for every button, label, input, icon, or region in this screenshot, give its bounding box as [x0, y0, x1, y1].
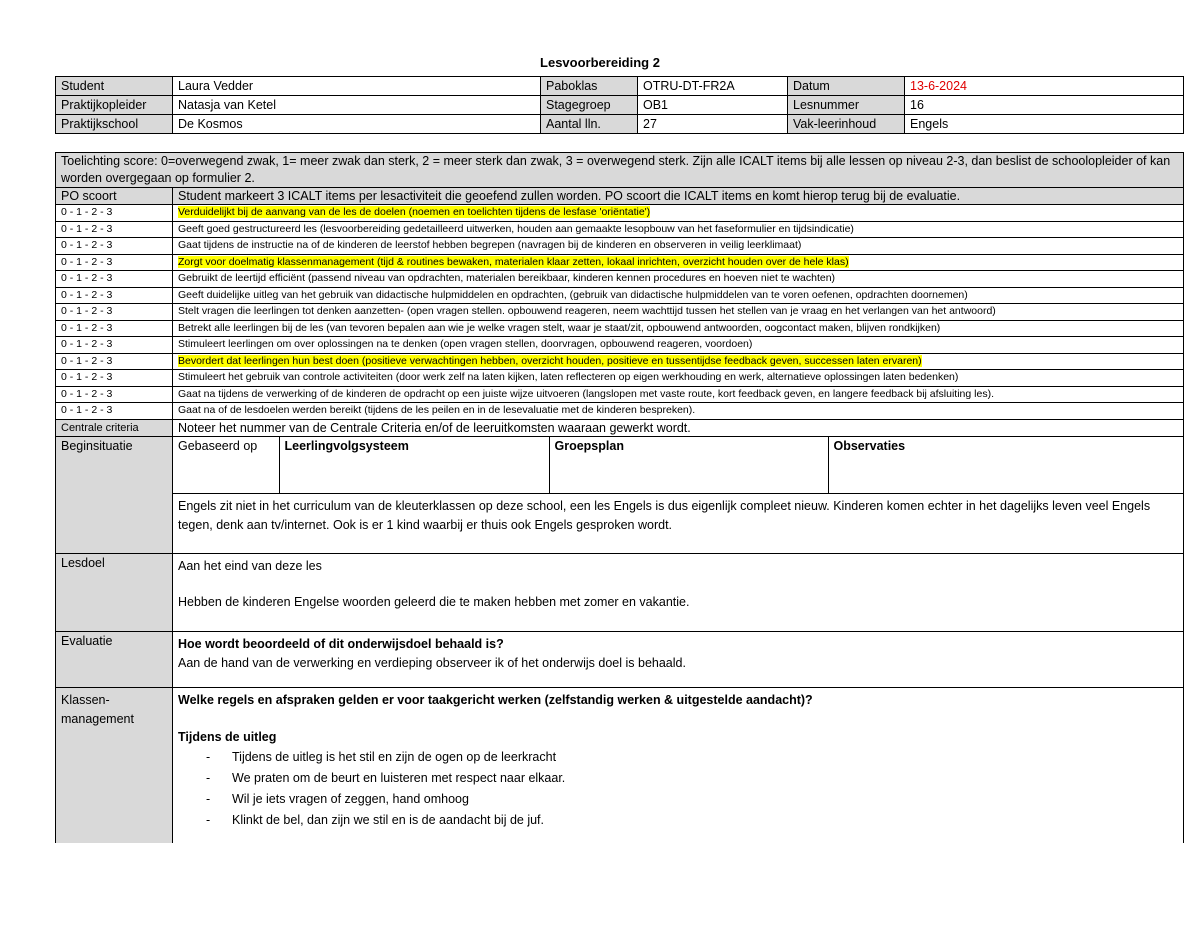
klassenmanagement-label-line1: Klassen- [61, 692, 110, 707]
icalt-item-text: Zorgt voor doelmatig klassenmanagement (tijd & routines bewaken, materialen klaar zetten, lokaal inrichten, overzicht houden over de hele klas) [178, 255, 849, 268]
po-scoort-label: PO scoort [56, 188, 173, 205]
score-scale[interactable]: 0 - 1 - 2 - 3 [56, 403, 173, 420]
score-scale[interactable]: 0 - 1 - 2 - 3 [56, 238, 173, 255]
icalt-item-text: Gaat na tijdens de verwerking of de kinderen de opdracht op een juiste wijze uitvoeren (langslopen met vaste route, kort feedback geven, en langere feedback bij afsluiting les). [178, 387, 994, 400]
centrale-criteria-text: Noteer het nummer van de Centrale Criteria en/of de leeruitkomsten waaraan gewerkt wordt. [173, 419, 1184, 436]
klassenmanagement-content [173, 687, 1184, 843]
icalt-item-row [56, 287, 1184, 304]
icalt-item-text: Bevordert dat leerlingen hun best doen (positieve verwachtingen hebben, overzicht houden, positieve en tussentijdse feedback geven, successen laten ervaren) [178, 354, 922, 367]
datum-label: Datum [788, 77, 905, 96]
stagegroep-label: Stagegroep [541, 96, 638, 115]
observaties-label: Observaties [833, 438, 906, 453]
icalt-item-cell [173, 353, 1184, 370]
rule-item: - Tijdens de uitleg is het stil en zijn de ogen op de leerkracht [206, 747, 1178, 768]
evaluatie-content [173, 631, 1184, 687]
rule-item: - Klinkt de bel, dan zijn we stil en is de aandacht bij de juf. [206, 810, 1178, 831]
groepsplan-label: Groepsplan [554, 438, 624, 453]
icalt-item-row [56, 238, 1184, 255]
icalt-item-row [56, 337, 1184, 354]
leerlingvolgsysteem-label: Leerlingvolgsysteem [284, 438, 409, 453]
vak-value: Engels [905, 115, 1184, 134]
lesdoel-line1: Aan het eind van deze les [178, 558, 322, 573]
icalt-item-cell [173, 370, 1184, 387]
header-table [55, 76, 1184, 134]
evaluatie-answer: Aan de hand van de verwerking en verdieping observeer ik of het onderwijs doel is behaald. [178, 655, 686, 670]
score-scale[interactable]: 0 - 1 - 2 - 3 [56, 205, 173, 222]
praktijkschool-value: De Kosmos [173, 115, 541, 134]
vak-label: Vak-leerinhoud [788, 115, 905, 134]
icalt-item-text: Gebruikt de leertijd efficiënt (passend niveau van opdrachten, materialen bereikbaar, kinderen kennen procedures en hoeven niet te wachten) [178, 272, 836, 284]
groepsplan-field[interactable] [549, 437, 828, 494]
icalt-item-row [56, 304, 1184, 321]
icalt-item-text: Geeft duidelijke uitleg van het gebruik van didactische hulpmiddelen en opdrachten, (gebruik van didactische hulpmiddelen van te voren oefenen, opdrachten doornemen) [178, 288, 968, 301]
aantal-value: 27 [638, 115, 788, 134]
icalt-item-text: Verduidelijkt bij de aanvang van de les de doelen (noemen en toelichten tijdens de lesfase 'oriëntatie') [178, 206, 651, 218]
score-explanation: Toelichting score: 0=overwegend zwak, 1= meer zwak dan sterk, 2 = meer sterk dan zwak, 3 = overwegend sterk. Zijn alle ICALT items bij alle lessen op niveau 2-3, dan beslist de schoolopleider of kan worden overgegaan op formulier 2. [56, 153, 1184, 188]
klassenmanagement-label [56, 687, 173, 843]
icalt-item-cell [173, 271, 1184, 288]
icalt-item-text: Gaat na of de lesdoelen werden bereikt (tijdens de les peilen en in de lesevaluatie met de kinderen bespreken). [178, 404, 696, 416]
icalt-item-cell [173, 287, 1184, 304]
icalt-item-cell [173, 221, 1184, 238]
beginsituatie-label: Beginsituatie [56, 436, 173, 553]
rule-item: - We praten om de beurt en luisteren met respect naar elkaar. [206, 768, 1178, 789]
rule-item: - Wil je iets vragen of zeggen, hand omhoog [206, 789, 1178, 810]
icalt-item-row [56, 271, 1184, 288]
icalt-item-cell [173, 254, 1184, 271]
lesdoel-content [173, 553, 1184, 631]
icalt-item-row [56, 370, 1184, 387]
datum-value: 13-6-2024 [905, 77, 1184, 96]
observaties-field[interactable] [828, 437, 1184, 494]
stagegroep-value: OB1 [638, 96, 788, 115]
score-scale[interactable]: 0 - 1 - 2 - 3 [56, 287, 173, 304]
lesdoel-line2: Hebben de kinderen Engelse woorden geleerd die te maken hebben met zomer en vakantie. [178, 594, 690, 609]
evaluatie-label: Evaluatie [56, 631, 173, 687]
lesdoel-label: Lesdoel [56, 553, 173, 631]
evaluatie-question: Hoe wordt beoordeeld of dit onderwijsdoel behaald is? [178, 636, 504, 651]
score-scale[interactable]: 0 - 1 - 2 - 3 [56, 337, 173, 354]
icalt-item-cell [173, 337, 1184, 354]
po-scoort-text: Student markeert 3 ICALT items per lesactiviteit die geoefend zullen worden. PO scoort die ICALT items en komt hierop terug bij de evaluatie. [173, 188, 1184, 205]
tijdens-uitleg-heading: Tijdens de uitleg [178, 729, 277, 744]
icalt-item-row [56, 205, 1184, 222]
icalt-item-cell [173, 386, 1184, 403]
beginsituatie-grid [173, 437, 1184, 494]
leerlingvolgsysteem-field[interactable] [279, 437, 549, 494]
icalt-item-row [56, 386, 1184, 403]
icalt-item-cell [173, 238, 1184, 255]
score-scale[interactable]: 0 - 1 - 2 - 3 [56, 304, 173, 321]
score-scale[interactable]: 0 - 1 - 2 - 3 [56, 353, 173, 370]
icalt-item-text: Geeft goed gestructureerd les (lesvoorbereiding gedetailleerd uitwerken, houden aan gemaakte lesopbouw van het faseformulier en tijdsindicatie) [178, 222, 854, 235]
icalt-item-text: Stelt vragen die leerlingen tot denken aanzetten- (open vragen stellen. opbouwend reageren, neem wachttijd tussen het stellen van je vraag en het verlangen van het antwoord) [178, 305, 996, 317]
icalt-item-text: Gaat tijdens de instructie na of de kinderen de leerstof hebben begrepen (navragen bij de kinderen en observeren in veilig leerklimaat) [178, 239, 802, 251]
rules-list [178, 747, 1178, 831]
praktijkschool-label: Praktijkschool [56, 115, 173, 134]
klassenmanagement-label-line2: management [61, 711, 134, 726]
icalt-item-text: Betrekt alle leerlingen bij de les (van tevoren bepalen aan wie je welke vragen stelt, waar je staat/zit, opbouwend antwoorden, oogcontact maken, blijven rondkijken) [178, 321, 941, 334]
icalt-item-text: Stimuleert leerlingen om over oplossingen na te denken (open vragen stellen, doorvragen, opbouwend reageren, voordoen) [178, 338, 753, 350]
lesnummer-label: Lesnummer [788, 96, 905, 115]
score-scale[interactable]: 0 - 1 - 2 - 3 [56, 370, 173, 387]
score-scale[interactable]: 0 - 1 - 2 - 3 [56, 254, 173, 271]
icalt-item-row [56, 353, 1184, 370]
klassenmanagement-question: Welke regels en afspraken gelden er voor taakgericht werken (zelfstandig werken & uitgestelde aandacht)? [178, 692, 813, 707]
icalt-item-row [56, 320, 1184, 337]
icalt-item-cell [173, 403, 1184, 420]
score-scale[interactable]: 0 - 1 - 2 - 3 [56, 271, 173, 288]
student-value: Laura Vedder [173, 77, 541, 96]
score-scale[interactable]: 0 - 1 - 2 - 3 [56, 221, 173, 238]
paboklas-label: Paboklas [541, 77, 638, 96]
praktijkopleider-value: Natasja van Ketel [173, 96, 541, 115]
icalt-items [56, 205, 1184, 420]
student-label: Student [56, 77, 173, 96]
beginsituatie-content [173, 436, 1184, 553]
icalt-item-row [56, 403, 1184, 420]
lesnummer-value: 16 [905, 96, 1184, 115]
aantal-label: Aantal lln. [541, 115, 638, 134]
gebaseerd-op-label: Gebaseerd op [173, 437, 279, 494]
lesson-table [55, 152, 1184, 843]
score-scale[interactable]: 0 - 1 - 2 - 3 [56, 386, 173, 403]
paboklas-value: OTRU-DT-FR2A [638, 77, 788, 96]
beginsituatie-text: Engels zit niet in het curriculum van de kleuterklassen op deze school, een les Engels is dus eigenlijk compleet nieuw. Kinderen komen echter in het dagelijks leven veel Engels tegen, denk aan tv/internet. Ook is er 1 kind waarbij er thuis ook Engels gesproken wordt. [178, 498, 1151, 532]
icalt-item-cell [173, 320, 1184, 337]
icalt-item-cell [173, 205, 1184, 222]
icalt-item-row [56, 254, 1184, 271]
praktijkopleider-label: Praktijkopleider [56, 96, 173, 115]
page-title: Lesvoorbereiding 2 [540, 55, 660, 70]
icalt-item-cell [173, 304, 1184, 321]
score-scale[interactable]: 0 - 1 - 2 - 3 [56, 320, 173, 337]
icalt-item-row [56, 221, 1184, 238]
icalt-item-text: Stimuleert het gebruik van controle activiteiten (door werk zelf na laten kijken, laten reflecteren op eigen werkhouding en werk, alternatieve oplossingen laten bedenken) [178, 371, 959, 383]
centrale-criteria-label: Centrale criteria [56, 419, 173, 436]
